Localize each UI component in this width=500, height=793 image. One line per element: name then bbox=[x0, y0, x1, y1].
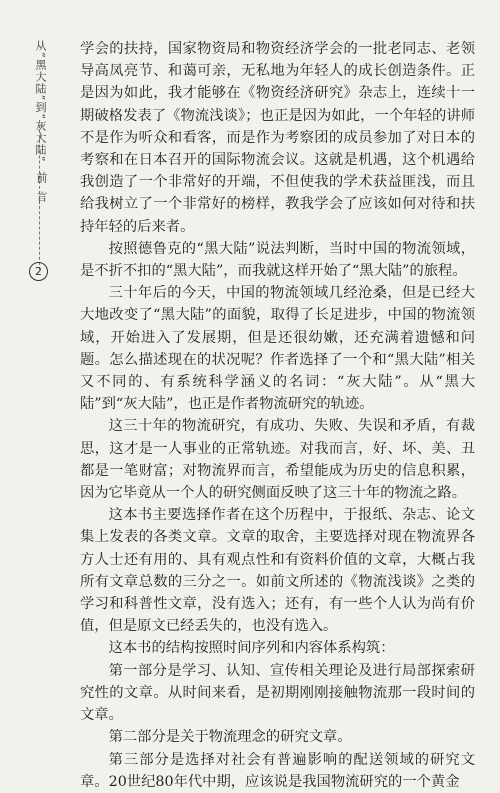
paragraph: 这三十年的物流研究，有成功、失败、失误和矛盾，有裁思，这才是一人事业的正常轨迹。对我而言，好、坏、美、丑都是一笔财富；对物流界而言，希望能成为历史的信息积累，因为它毕竟从一个人的研究侧面反映了这三十年的物流之路。 bbox=[80, 418, 475, 502]
paragraph: 学会的扶持，国家物资局和物资经济学会的一批老同志、老领导高凤亮节、和蔼可亲，无私地为年轻人的成长创造条件。正是因为如此，我才能够在《物资经济研究》杂志上，连续十一期破格发表了《物流浅谈》；也正是因为如此，一个年轻的讲师不是作为听众和看客，而是作为考察团的成员参加了对日本的考察和在日本召开的国际物流会议。这就是机遇，这个机遇给我创造了一个非常好的开端，不但使我的学术获益匪浅，而且给我树立了一个非常好的榜样，教我学会了应该如何对待和扶持年轻的后来者。 bbox=[80, 41, 475, 235]
paragraph: 这本书的结构按照时间序列和内容体系构筑： bbox=[108, 640, 395, 657]
sidebar bbox=[0, 0, 62, 750]
paragraph: 第二部分是关于物流理念的研究文章。 bbox=[108, 729, 352, 746]
paragraph: 按照德鲁克的“黑大陆”说法判断，当时中国的物流领域，是不折不扣的“黑大陆”，而我就这样开始了“黑大陆”的旅程。 bbox=[80, 240, 475, 280]
body-text bbox=[80, 38, 475, 793]
running-head-book-title: 从“黑大陆”到“灰大陆” bbox=[34, 40, 47, 163]
page-number: 2 bbox=[29, 262, 48, 281]
paragraph: 这本书主要选择作者在这个历程中，于报纸、杂志、论文集上发表的各类文章。文章的取舍，主要选择对现在物流界各方人士还有用的、具有观点性和有资料价值的文章，大概占我所有文章总数的三分之一。如前文所述的《物流浅谈》之类的学习和科普性文章，没有选入；还有，有一些个人认为尚有价值，但是原文已经丢失的，也没有选入。 bbox=[80, 507, 475, 635]
paragraph: 第三部分是选择对社会有普遍影响的配送领域的研究文章。20世纪80年代中期，应该说是我国物流研究的一个黄金 bbox=[80, 751, 475, 790]
paragraph: 第一部分是学习、认知、宣传相关理论及进行局部探索研究性的文章。从时间来看，是初期刚刚接触物流那一段时间的文章。 bbox=[80, 662, 475, 724]
paragraph: 三十年后的今天，中国的物流领域几经沧桑，但是已经大大地改变了“黑大陆”的面貌，取得了长足进步，中国的物流领域，开始进入了发展期，但是还很幼嫩，还充满着遗憾和问题。怎么描述现在的状况呢？作者选择了一个和“黑大陆”相关又不同的、有系统科学涵义的名词：“灰大陆”。从“黑大陆”到“灰大陆”，也正是作者物流研究的轨迹。 bbox=[80, 285, 475, 413]
running-head-section: 前言 bbox=[35, 172, 48, 210]
